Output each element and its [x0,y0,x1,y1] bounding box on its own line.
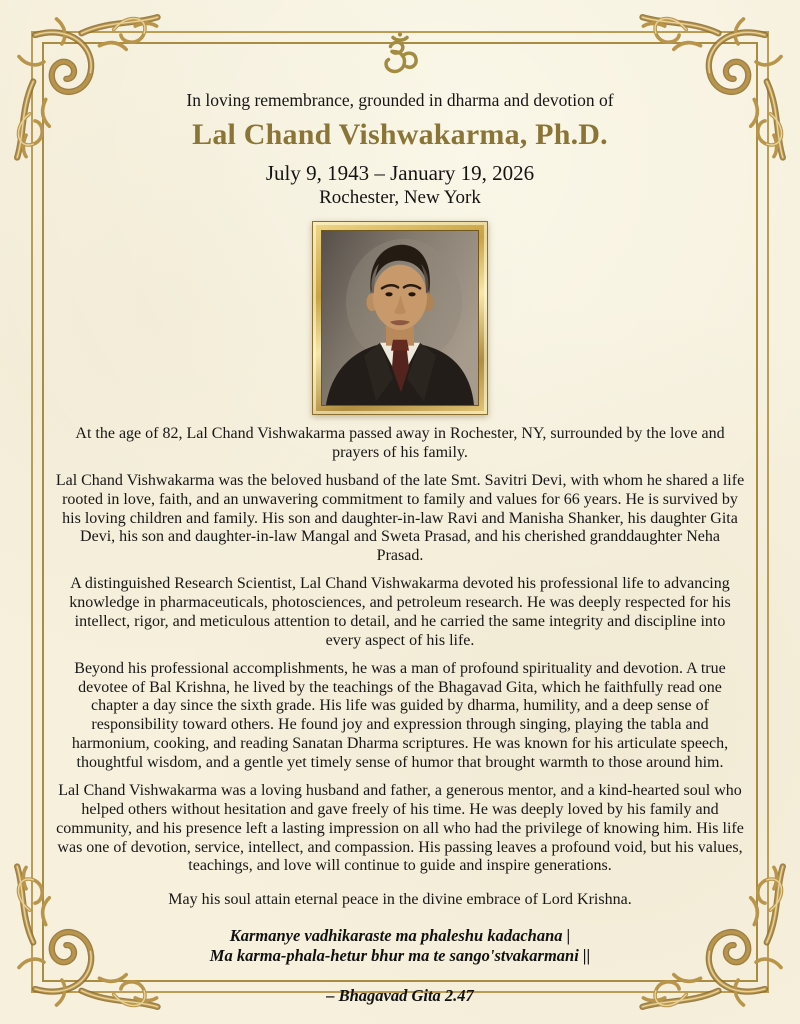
paragraph-legacy: Lal Chand Vishwakarma was a loving husband and father, a generous mentor, and a kind-hearted soul who helped others without hesitation and gave freely of his time. He was deeply loved by his family and community, and his presence left a lasting impression on all who had the privilege of knowing him. His life was one of devotion, service, intellect, and compassion. His passing leaves a profound void, but his values, teachings, and love will continue to guide and inspire generations. [56,781,744,875]
paragraph-family: Lal Chand Vishwakarma was the beloved husband of the late Smt. Savitri Devi, with whom he shared a life rooted in love, faith, and an unwavering commitment to family and values for 66 years. He is survived by his loving children and family. His son and daughter-in-law Ravi and Manisha Shanker, his daughter Gita Devi, his son and daughter-in-law Mangal and Sweta Prasad, and his cherished granddaughter Neha Prasad. [55,471,745,565]
portrait-photo [321,230,479,406]
om-icon [375,30,425,82]
paragraph-spirituality: Beyond his professional accomplishments, he was a man of profound spirituality and devotion. A true devotee of Bal Krishna, he lived by the teachings of the Bhagavad Gita, which he faithfully read one chapter a day since the sixth grade. His life was guided by dharma, humility, and a deep sense of responsibility toward others. He found joy and expression through singing, playing the tabla and harmonium, cooking, and reading Sanatan Dharma scriptures. He was known for his articulate speech, thoughtful wisdom, and a gentle yet timely sense of humor that brought warmth to those around him. [71,659,729,771]
obituary-text [55,425,745,876]
quote-line-1: Karmanye vadhikaraste ma phaleshu kadachana | [229,926,571,946]
blessing-line: May his soul attain eternal peace in the divine embrace of Lord Krishna. [168,891,632,909]
paragraph-career: A distinguished Research Scientist, Lal Chand Vishwakarma devoted his professional life to advancing knowledge in pharmaceuticals, photosciences, and petroleum research. He was deeply respected for his intellect, rigor, and meticulous attention to detail, and he carried the same integrity and discipline into every aspect of his life. [69,575,731,649]
paragraph-passing: At the age of 82, Lal Chand Vishwakarma passed away in Rochester, NY, surrounded by the love and prayers of his family. [75,425,725,461]
location: Rochester, New York [319,187,481,208]
sanskrit-quote [50,926,750,966]
intro-line: In loving remembrance, grounded in dharma and devotion of [186,90,614,110]
quote-line-2: Ma karma-phala-hetur bhur ma te sango'stvakarmani || [209,946,591,966]
memorial-content [50,0,750,1006]
portrait-frame [312,221,488,415]
life-dates: July 9, 1943 – January 19, 2026 [265,161,535,185]
deceased-name: Lal Chand Vishwakarma, Ph.D. [192,118,608,151]
quote-attribution: – Bhagavad Gita 2.47 [326,985,474,1005]
